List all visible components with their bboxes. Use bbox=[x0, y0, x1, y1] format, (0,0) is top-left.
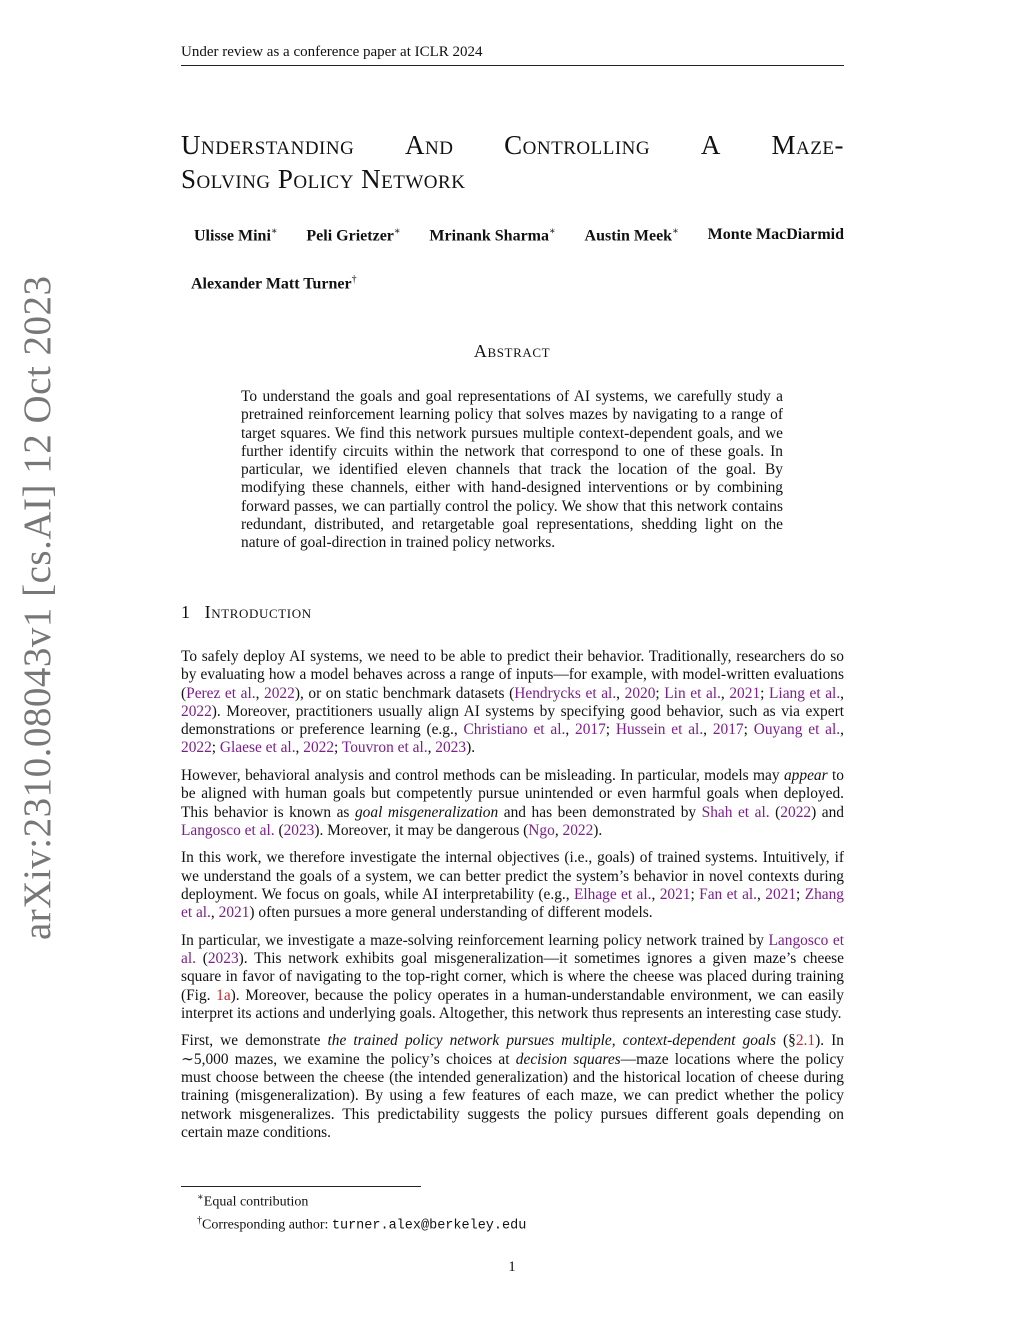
body-text: ). bbox=[593, 821, 603, 839]
body-text: and has been demonstrated by bbox=[498, 803, 702, 821]
citation-link[interactable]: 2022 bbox=[264, 684, 295, 702]
citation-link[interactable]: Christiano et al. bbox=[463, 721, 566, 739]
section-heading-introduction bbox=[181, 602, 312, 623]
citation-link[interactable]: Ngo bbox=[528, 821, 555, 839]
equal-contribution-mark: ∗ bbox=[270, 226, 278, 237]
body-text: , bbox=[840, 721, 844, 739]
body-text: ), or on static benchmark datasets ( bbox=[294, 684, 515, 702]
title-line-1 bbox=[181, 128, 844, 162]
running-head: Under review as a conference paper at ICLR 2024 bbox=[181, 44, 844, 66]
body-text: , bbox=[554, 821, 563, 839]
equal-contribution-mark: ∗ bbox=[549, 226, 556, 237]
section-title: Introduction bbox=[204, 602, 312, 622]
equal-contribution-mark: ∗ bbox=[672, 226, 679, 237]
citation-link[interactable]: 2021 bbox=[218, 904, 250, 922]
body-text: —maze locations where the policy must choose between the cheese (the intended generalization) and the historical location of cheese during training (misgeneralization). By using a few features of each maze, we can predict whether the policy network misgeneralizes. This predictability suggests the policy pursues different goals depending on certain maze conditions. bbox=[181, 1050, 845, 1141]
intro-paragraph bbox=[181, 932, 844, 1023]
author-name: Peli Grietzer bbox=[306, 227, 394, 245]
citation-link[interactable]: Hussein et al. bbox=[615, 721, 704, 739]
body-text: ; bbox=[655, 684, 665, 702]
body-text: ). Moreover, because the policy operates in a human-understandable environment, we can easily interpret its actions and underlying goals. Altogether, this network thus represents an interesting case study. bbox=[181, 986, 844, 1022]
footnote-text: Equal contribution bbox=[203, 1194, 309, 1210]
equal-contribution-mark: ∗ bbox=[393, 226, 401, 237]
citation-link[interactable]: Ouyang et al. bbox=[753, 721, 841, 739]
citation-link[interactable]: Langosco et al. bbox=[181, 821, 275, 839]
body-text: , bbox=[651, 885, 660, 903]
author-name: Mrinank Sharma bbox=[429, 227, 549, 245]
citation-link[interactable]: Langosco et al. bbox=[181, 931, 844, 968]
body-text: ( bbox=[769, 803, 781, 821]
body-text: ; bbox=[796, 885, 805, 903]
body-text: First, we demonstrate bbox=[181, 1032, 328, 1050]
body-text: , bbox=[565, 721, 575, 739]
body-text: ; bbox=[690, 885, 700, 903]
body-text: ). Moreover, practitioners usually align AI systems by specifying good behavior, such as via expert demonstrations or preference learning (e.g., bbox=[181, 702, 844, 739]
footnote-divider bbox=[181, 1186, 421, 1187]
introduction-body bbox=[181, 648, 844, 1151]
citation-link[interactable]: 2022 bbox=[181, 739, 212, 757]
body-text: , bbox=[210, 904, 219, 922]
author bbox=[194, 226, 278, 245]
citation-link[interactable]: 2017 bbox=[712, 721, 744, 739]
author-email[interactable]: turner.alex@berkeley.edu bbox=[331, 1218, 527, 1234]
citation-link[interactable]: Liang et al. bbox=[769, 684, 841, 702]
body-text: ). In ∼5,000 mazes, we examine the policy’s choices at bbox=[181, 1032, 844, 1068]
arxiv-identifier-stamp[interactable]: arXiv:2310.08043v1 [cs.AI] 12 Oct 2023 bbox=[16, 275, 59, 940]
emphasis-text: appear bbox=[783, 766, 828, 784]
citation-link[interactable]: 2021 bbox=[765, 885, 797, 903]
paper-title bbox=[181, 128, 844, 196]
citation-link[interactable]: Zhang et al. bbox=[181, 885, 845, 922]
body-text: ; bbox=[743, 721, 754, 739]
title-word: Understanding bbox=[181, 130, 355, 160]
section-number: 1 bbox=[181, 602, 191, 622]
emphasis-text: decision squares bbox=[515, 1050, 621, 1068]
body-text: ). This network exhibits goal misgeneralization—it sometimes ignores a given maze’s cheese square in favor of navigating to the top-right corner, which is where the cheese was placed during training (Fig. bbox=[181, 950, 844, 1004]
citation-link[interactable]: 2023 bbox=[435, 739, 467, 757]
citation-link[interactable]: 2021 bbox=[659, 885, 691, 903]
author-name: Alexander Matt Turner bbox=[191, 275, 352, 293]
author-list bbox=[194, 226, 844, 245]
footnote-mark: ∗ bbox=[197, 1192, 204, 1203]
intro-paragraph bbox=[181, 849, 844, 922]
citation-link[interactable]: 2021 bbox=[729, 684, 761, 702]
citation-link[interactable]: Glaese et al. bbox=[219, 739, 296, 757]
citation-link[interactable]: 2020 bbox=[624, 684, 656, 702]
citation-link[interactable]: 2022 bbox=[181, 702, 212, 720]
body-text: ) often pursues a more general understanding of different models. bbox=[249, 904, 653, 922]
citation-link[interactable]: 2023 bbox=[207, 950, 239, 968]
body-text: , bbox=[840, 684, 845, 702]
emphasis-text: goal misgeneralization bbox=[354, 803, 499, 821]
title-word: Controlling bbox=[504, 130, 651, 160]
body-text: , bbox=[703, 721, 713, 739]
citation-link[interactable]: Lin et al. bbox=[664, 684, 721, 702]
intro-paragraph bbox=[181, 648, 844, 758]
title-word: And bbox=[405, 130, 454, 160]
citation-link[interactable]: Touvron et al. bbox=[341, 739, 428, 757]
body-text: ). bbox=[466, 739, 476, 757]
author bbox=[306, 226, 400, 245]
author-name: Ulisse Mini bbox=[194, 227, 271, 245]
citation-link[interactable]: Fan et al. bbox=[699, 885, 758, 903]
abstract-text: To understand the goals and goal representations of AI systems, we carefully study a pretrained reinforcement learning policy that solves mazes by navigating to a range of target squares. We find this network pursues multiple context-dependent goals, and we further identify circuits within the network that correspond to one of these goals. In particular, we identified eleven channels that track the location of the goal. By modifying these channels, either with hand-designed interventions or by combining forward passes, we can partially control the policy. We show that this network contains redundant, distributed, and retargetable goal representations, shedding light on the nature of goal-direction in trained policy networks. bbox=[241, 388, 783, 552]
emphasis-text: the trained policy network pursues multiple, context-dependent goals bbox=[327, 1032, 776, 1050]
body-text: ; bbox=[760, 684, 770, 702]
citation-link[interactable]: 2022 bbox=[562, 821, 594, 839]
page-number: 1 bbox=[508, 1259, 516, 1275]
body-text: ). Moreover, it may be dangerous ( bbox=[314, 821, 529, 839]
citation-link[interactable]: Elhage et al. bbox=[573, 885, 652, 903]
body-text: ( bbox=[274, 821, 284, 839]
body-text: ; bbox=[605, 721, 616, 739]
author bbox=[429, 226, 555, 245]
author-name: Monte MacDiarmid bbox=[707, 226, 844, 243]
author bbox=[585, 226, 679, 245]
cross-reference-link[interactable]: 2.1 bbox=[795, 1032, 816, 1050]
author-corresponding bbox=[191, 274, 357, 293]
footnote-corresponding-author bbox=[197, 1212, 526, 1236]
citation-link[interactable]: 2023 bbox=[283, 821, 315, 839]
citation-link[interactable]: 2017 bbox=[575, 721, 606, 739]
body-text: ( bbox=[195, 950, 208, 968]
body-text: , bbox=[720, 684, 730, 702]
body-text: , bbox=[255, 684, 265, 702]
title-word: A bbox=[700, 130, 721, 160]
footnote-text: Corresponding author: bbox=[202, 1217, 332, 1233]
citation-link[interactable]: 2022 bbox=[780, 803, 812, 821]
citation-link[interactable]: Shah et al. bbox=[701, 803, 770, 821]
footnote-equal-contribution bbox=[197, 1189, 526, 1212]
citation-link[interactable]: Perez et al. bbox=[186, 684, 256, 702]
citation-link[interactable]: 2022 bbox=[303, 739, 335, 757]
body-text: To safely deploy AI systems, we need to be able to predict their behavior. Traditionally, researchers do so by evaluating how a model behaves across a range of inputs—for example, with model-written evaluations ( bbox=[181, 648, 844, 702]
body-text: , bbox=[616, 684, 625, 702]
footnote-mark: † bbox=[197, 1214, 202, 1226]
body-text: ; bbox=[211, 739, 220, 757]
body-text: (§ bbox=[775, 1032, 796, 1050]
body-text: ) and bbox=[811, 803, 844, 821]
body-text: In this work, we therefore investigate the internal objectives (i.e., goals) of trained systems. Intuitively, if we understand the goals of a system, we can better predict the system’s behavior in novel contexts during deployment. We focus on goals, while AI interpretability (e.g., bbox=[181, 849, 844, 903]
body-text: , bbox=[427, 739, 436, 757]
author-dagger-mark: † bbox=[351, 274, 357, 285]
body-text: to be aligned with human goals but competently pursue unintended or even harmful goals when deployed. This behavior is known as bbox=[181, 766, 844, 821]
intro-paragraph bbox=[181, 1032, 844, 1142]
body-text: , bbox=[757, 885, 766, 903]
author-name: Austin Meek bbox=[584, 227, 673, 245]
body-text: However, behavioral analysis and control methods can be misleading. In particular, models may bbox=[181, 766, 784, 784]
cross-reference-link[interactable]: 1a bbox=[216, 986, 231, 1004]
body-text: ; bbox=[334, 739, 342, 757]
body-text: In particular, we investigate a maze-solving reinforcement learning policy network trained by bbox=[181, 931, 769, 949]
abstract-heading: Abstract bbox=[473, 341, 551, 361]
intro-paragraph bbox=[181, 767, 844, 840]
citation-link[interactable]: Hendrycks et al. bbox=[514, 684, 617, 702]
author bbox=[708, 226, 844, 245]
footnotes bbox=[197, 1189, 526, 1235]
body-text: , bbox=[295, 739, 304, 757]
title-line-2: Solving Policy Network bbox=[181, 164, 466, 194]
title-word: Maze- bbox=[771, 130, 844, 160]
